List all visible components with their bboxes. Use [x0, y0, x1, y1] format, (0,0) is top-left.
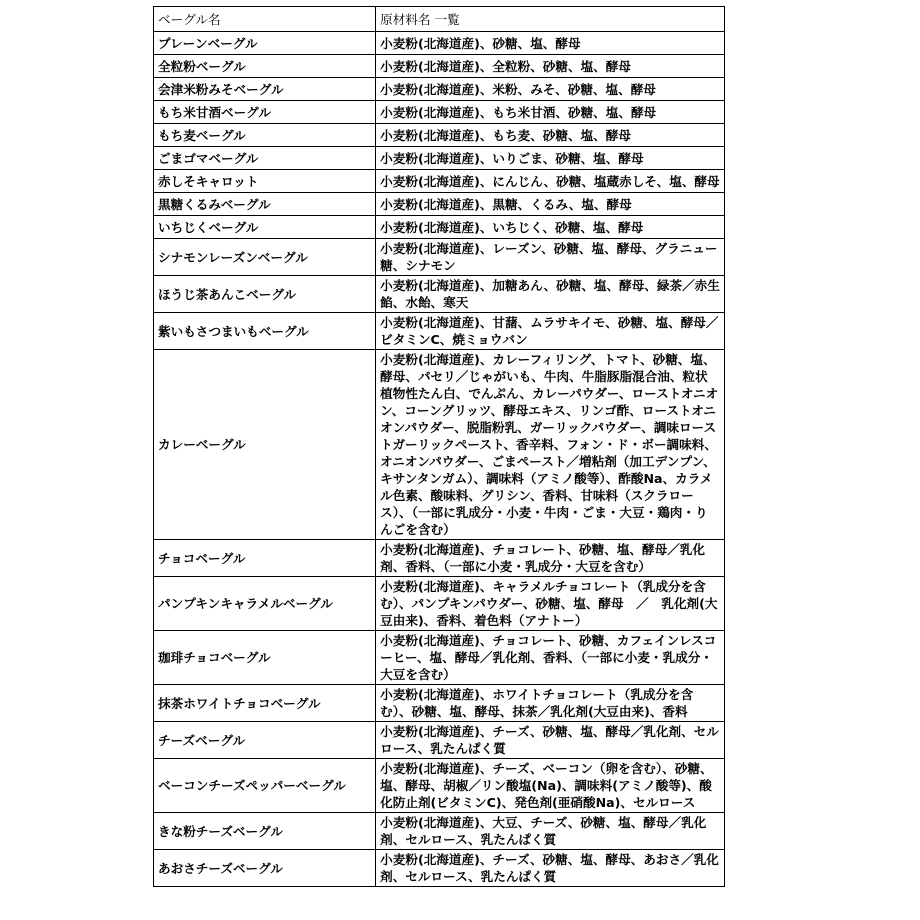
bagel-name-cell: ほうじ茶あんこベーグル — [154, 276, 376, 313]
ingredients-cell: 小麦粉(北海道産)、甘藷、ムラサキイモ、砂糖、塩、酵母／ビタミンC、焼ミョウバン — [376, 313, 725, 350]
table-row — [154, 239, 725, 276]
table-row — [154, 850, 725, 887]
bagel-name-cell: 紫いもさつまいもベーグル — [154, 313, 376, 350]
table-row — [154, 55, 725, 78]
ingredients-cell: 小麦粉(北海道産)、チョコレート、砂糖、カフェインレスコーヒー、塩、酵母／乳化剤、香料、（一部に小麦・乳成分・大豆を含む） — [376, 631, 725, 685]
ingredients-cell: 小麦粉(北海道産)、もち麦、砂糖、塩、酵母 — [376, 124, 725, 147]
table-row — [154, 313, 725, 350]
ingredients-cell: 小麦粉(北海道産)、加糖あん、砂糖、塩、酵母、緑茶／赤生餡、水飴、寒天 — [376, 276, 725, 313]
ingredients-cell: 小麦粉(北海道産)、大豆、チーズ、砂糖、塩、酵母／乳化剤、セルロース、乳たんぱく質 — [376, 813, 725, 850]
bagel-name-cell: ごまゴマベーグル — [154, 147, 376, 170]
bagel-name-cell: もち米甘酒ベーグル — [154, 101, 376, 124]
bagel-name-cell: あおさチーズベーグル — [154, 850, 376, 887]
ingredients-cell: 小麦粉(北海道産)、米粉、みそ、砂糖、塩、酵母 — [376, 78, 725, 101]
table-row — [154, 759, 725, 813]
ingredients-table-body — [154, 7, 725, 887]
ingredients-cell: 小麦粉(北海道産)、チョコレート、砂糖、塩、酵母／乳化剤、香料、（一部に小麦・乳成分・大豆を含む） — [376, 540, 725, 577]
table-row — [154, 577, 725, 631]
bagel-name-cell: 珈琲チョコベーグル — [154, 631, 376, 685]
ingredients-cell: 小麦粉(北海道産)、いちじく、砂糖、塩、酵母 — [376, 216, 725, 239]
ingredients-cell: 小麦粉(北海道産)、にんじん、砂糖、塩蔵赤しそ、塩、酵母 — [376, 170, 725, 193]
bagel-name-cell: いちじくベーグル — [154, 216, 376, 239]
bagel-name-cell: ベーコンチーズペッパーベーグル — [154, 759, 376, 813]
ingredients-cell: 小麦粉(北海道産)、レーズン、砂糖、塩、酵母、グラニュー糖、シナモン — [376, 239, 725, 276]
table-row — [154, 350, 725, 540]
bagel-name-cell: チーズベーグル — [154, 722, 376, 759]
table-row — [154, 124, 725, 147]
bagel-name-cell: 赤しそキャロット — [154, 170, 376, 193]
ingredients-cell: 小麦粉(北海道産)、砂糖、塩、酵母 — [376, 32, 725, 55]
ingredients-cell: 小麦粉(北海道産)、チーズ、ベーコン（卵を含む）、砂糖、塩、酵母、胡椒／リン酸塩(Na)、調味料(アミノ酸等)、酸化防止剤(ビタミンC)、発色剤(亜硝酸Na)、セルロース — [376, 759, 725, 813]
header-bagel-name: ベーグル名 — [154, 7, 376, 32]
table-row — [154, 685, 725, 722]
table-header-row — [154, 7, 725, 32]
table-row — [154, 32, 725, 55]
table-row — [154, 631, 725, 685]
table-row — [154, 216, 725, 239]
table-row — [154, 193, 725, 216]
bagel-name-cell: 抹茶ホワイトチョコベーグル — [154, 685, 376, 722]
ingredients-cell: 小麦粉(北海道産)、キャラメルチョコレート（乳成分を含む）、パンプキンパウダー、砂糖、塩、酵母 ／ 乳化剤(大豆由来)、香料、着色料（アナトー） — [376, 577, 725, 631]
table-row — [154, 540, 725, 577]
ingredients-table — [153, 6, 725, 887]
ingredients-cell: 小麦粉(北海道産)、チーズ、砂糖、塩、酵母、あおさ／乳化剤、セルロース、乳たんぱく質 — [376, 850, 725, 887]
ingredients-cell: 小麦粉(北海道産)、ホワイトチョコレート（乳成分を含む）、砂糖、塩、酵母、抹茶／乳化剤(大豆由来)、香料 — [376, 685, 725, 722]
ingredients-cell: 小麦粉(北海道産)、全粒粉、砂糖、塩、酵母 — [376, 55, 725, 78]
table-row — [154, 813, 725, 850]
table-row — [154, 170, 725, 193]
bagel-name-cell: カレーベーグル — [154, 350, 376, 540]
ingredients-cell: 小麦粉(北海道産)、もち米甘酒、砂糖、塩、酵母 — [376, 101, 725, 124]
bagel-name-cell: パンプキンキャラメルベーグル — [154, 577, 376, 631]
bagel-name-cell: プレーンベーグル — [154, 32, 376, 55]
bagel-name-cell: チョコベーグル — [154, 540, 376, 577]
table-row — [154, 78, 725, 101]
bagel-name-cell: シナモンレーズンベーグル — [154, 239, 376, 276]
bagel-name-cell: もち麦ベーグル — [154, 124, 376, 147]
bagel-name-cell: 黒糖くるみベーグル — [154, 193, 376, 216]
ingredients-cell: 小麦粉(北海道産)、カレーフィリング、トマト、砂糖、塩、酵母、パセリ／じゃがいも、牛肉、牛脂豚脂混合油、粒状植物性たん白、でんぷん、カレーパウダー、ローストオニオン、コーングリッツ、酵母エキス、リンゴ酢、ローストオニオンパウダー、脱脂粉乳、ガーリックパウダー、調味ローストガーリックペースト、香辛料、フォン・ド・ボー調味料、オニオンパウダー、ごまペースト／増粘剤（加工デンプン、キサンタンガム）、調味料（アミノ酸等）、酢酸Na、カラメル色素、酸味料、グリシン、香料、甘味料（スクラロース）、（一部に乳成分・小麦・牛肉・ごま・大豆・鶏肉・りんごを含む） — [376, 350, 725, 540]
ingredients-cell: 小麦粉(北海道産)、黒糖、くるみ、塩、酵母 — [376, 193, 725, 216]
table-row — [154, 722, 725, 759]
ingredients-cell: 小麦粉(北海道産)、チーズ、砂糖、塩、酵母／乳化剤、セルロース、乳たんぱく質 — [376, 722, 725, 759]
table-row — [154, 147, 725, 170]
table-row — [154, 276, 725, 313]
header-ingredients-list: 原材料名 一覧 — [376, 7, 725, 32]
bagel-name-cell: きな粉チーズベーグル — [154, 813, 376, 850]
bagel-name-cell: 会津米粉みそベーグル — [154, 78, 376, 101]
ingredients-cell: 小麦粉(北海道産)、いりごま、砂糖、塩、酵母 — [376, 147, 725, 170]
bagel-name-cell: 全粒粉ベーグル — [154, 55, 376, 78]
table-row — [154, 101, 725, 124]
